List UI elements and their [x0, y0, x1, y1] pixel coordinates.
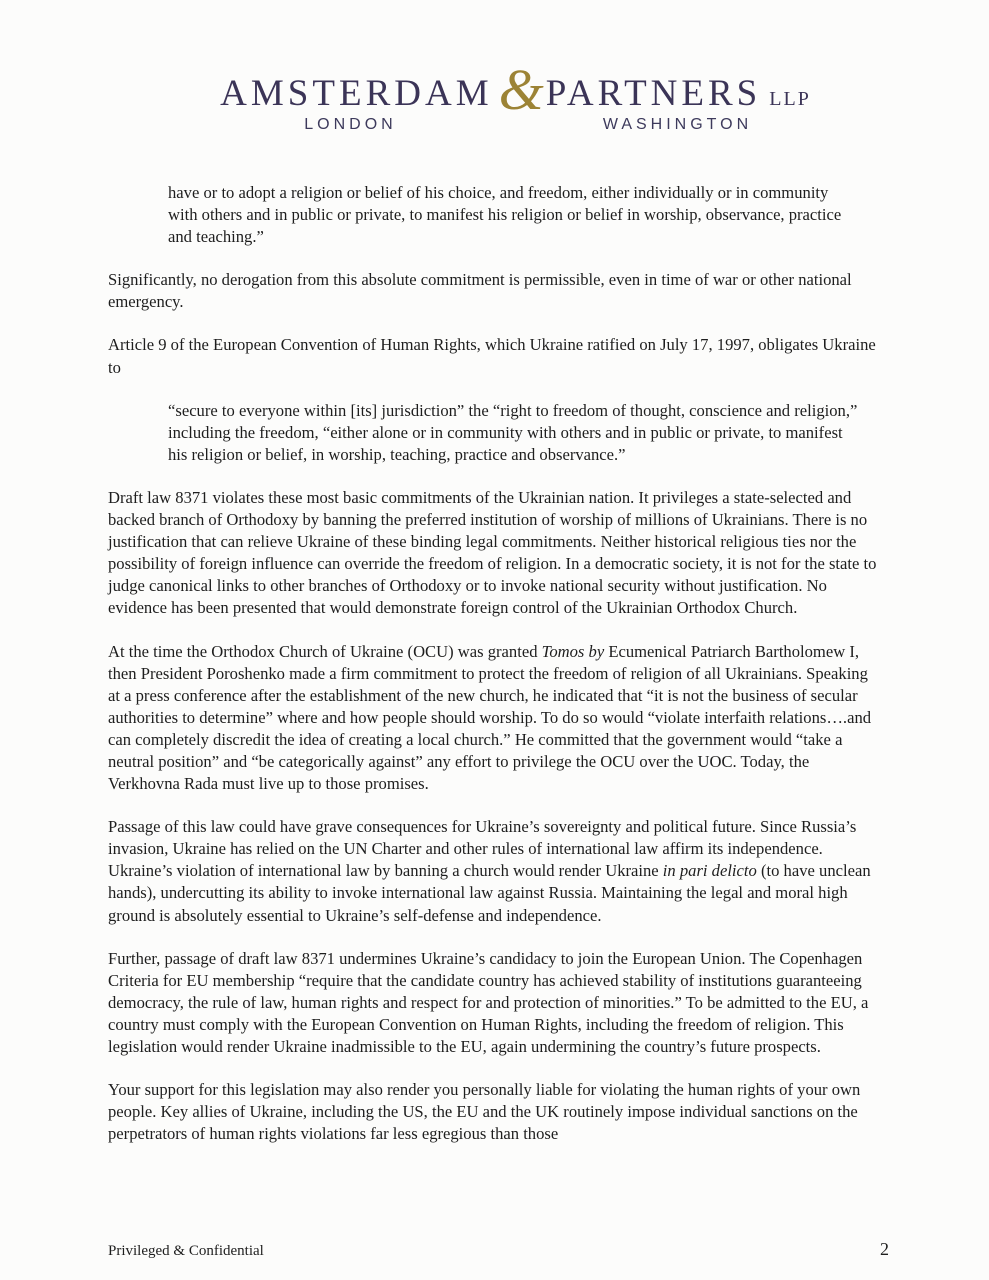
paragraph-eu-candidacy: Further, passage of draft law 8371 undermines Ukraine’s candidacy to join the European Union. The Copenhagen Criteria for EU membership “require that the candidate country has achieved stability of institutions guaranteeing democracy, the rule of law, human rights and respect for and protection of minorities.” To be admitted to the EU, a country must comply with the European Convention on Human Rights, including the freedom of religion. This legislation would render Ukraine inadmissible to the EU, again undermining the country’s future prospects.: [108, 948, 869, 1056]
paragraph-ocu-tomos: [108, 641, 883, 796]
page-footer: [108, 1239, 889, 1260]
sovereignty-text-start: Passage of this law could have grave consequences for Ukraine’s sovereignty and political future. Since Russia’s invasion, Ukraine has relied on the UN Charter and other rules of international law affirm its independence. Ukraine’s violation of international law by banning a church would render Ukraine: [108, 817, 857, 881]
logo-name-left: AMSTERDAM: [220, 73, 493, 114]
paragraph-personal-liability: Your support for this legislation may also render you personally liable for violating the human rights of your own people. Key allies of Ukraine, including the US, the EU and the UK routinely impose individual sanctions on the perpetrators of human rights violations far less egregious than those: [108, 1080, 861, 1144]
logo-city-london: LONDON: [304, 116, 397, 133]
tomos-italic: Tomos by: [541, 641, 605, 661]
tomos-text-start: At the time the Orthodox Church of Ukraine (OCU) was granted: [108, 641, 542, 661]
paragraph-draft-law-violations: Draft law 8371 violates these most basic commitments of the Ukrainian nation. It privileges a state-selected and backed branch of Orthodoxy by banning the preferred institution of worship of millions of Ukrainians. There is no justification that can relieve Ukraine of these binding legal commitments. Neither historical religious ties nor the possibility of foreign influence can override the freedom of religion. In a democratic society, it is not for the state to judge canonical links to other branches of Orthodoxy or to invoke national security without justification. No evidence has been presented that would demonstrate foreign control of the Ukrainian Orthodox Church.: [108, 487, 877, 618]
page-number: 2: [880, 1239, 889, 1259]
blockquote-udhr-freedom-of-religion: have or to adopt a religion or belief of his choice, and freedom, either individually or in community with others and in public or private, to manifest his religion or belief in worship, observance, practice and teaching.”: [168, 183, 842, 247]
paragraph-echr-article9-intro: Article 9 of the European Convention of Human Rights, which Ukraine ratified on July 17, 1997, obligates Ukraine to: [108, 335, 876, 377]
logo-suffix-llp: LLP: [769, 88, 811, 110]
sovereignty-text-end: (to have unclean hands), undercutting its ability to invoke international law against Russia. Maintaining the legal and moral high ground is absolutely essential to Ukraine’s self-defense and independence.: [108, 861, 871, 925]
tomos-text-end: Ecumenical Patriarch Bartholomew I, then President Poroshenko made a firm commitment to protect the freedom of religion of all Ukrainians. Speaking at a press conference after the establishment of the new church, he indicated that “it is not the business of secular authorities to determine” where and how people should worship. To do so would “violate interfaith relations….and can completely discredit the idea of creating a local church.” He committed that the government would “take a neutral position” and “be categorically against” any effort to privilege the OCU over the UOC. Today, the Verkhovna Rada must live up to those promises.: [108, 641, 872, 794]
logo-name-right: PARTNERS: [545, 73, 762, 114]
logo-cities: [216, 116, 816, 142]
document-body: [0, 142, 989, 1145]
firm-logo: [216, 57, 816, 142]
confidential-label: Privileged & Confidential: [108, 1243, 264, 1259]
logo-wordmark: AMSTERDAM & PARTNERS LLP: [220, 57, 811, 122]
paragraph-derogation: Significantly, no derogation from this absolute commitment is permissible, even in time of war or other national emergency.: [108, 270, 852, 312]
in-pari-delicto-italic: in pari delicto: [662, 861, 757, 881]
blockquote-echr-article9: “secure to everyone within [its] jurisdiction” the “right to freedom of thought, conscience and religion,” including the freedom, “either alone or in community with others and in public or private, to manifest his religion or belief, in worship, teaching, practice and observance.”: [168, 400, 858, 464]
paragraph-sovereignty: [108, 816, 883, 926]
logo-city-washington: WASHINGTON: [602, 116, 753, 133]
